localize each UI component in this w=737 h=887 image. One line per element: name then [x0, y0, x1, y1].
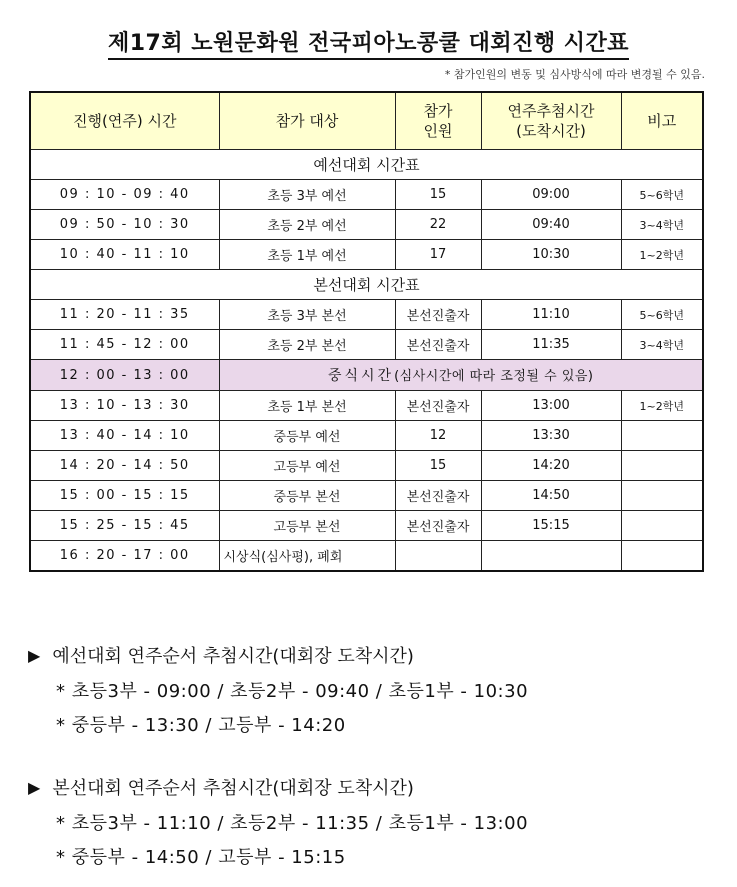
page-title: 제17회 노원문화원 전국피아노콩쿨 대회진행 시간표: [0, 26, 737, 57]
final-draw-line1: * 초등3부 - 11:10 / 초등2부 - 11:35 / 초등1부 - 13:00: [56, 813, 529, 834]
cell-target: 중등부 본선: [219, 481, 395, 511]
cell-draw: 11:10: [481, 300, 621, 330]
cell-remark: 5~6학년: [621, 180, 703, 210]
triangle-icon: ▶: [28, 645, 41, 665]
cell-target: 초등 3부 본선: [219, 300, 395, 330]
cell-count: 본선진출자: [395, 391, 481, 421]
header-target: 참가 대상: [219, 92, 395, 150]
prelim-section-title: 예선대회 시간표: [30, 150, 703, 180]
cell-target: 초등 1부 본선: [219, 391, 395, 421]
cell-time: 09 : 50 - 10 : 30: [30, 210, 219, 240]
cell-draw: 14:20: [481, 451, 621, 481]
final-rows-b: [30, 391, 703, 572]
table-row: [30, 180, 703, 210]
table-row: [30, 541, 703, 572]
cell-count: 12: [395, 421, 481, 451]
cell-target: 고등부 본선: [219, 511, 395, 541]
header-count: 참가 인원: [395, 92, 481, 150]
prelim-draw-line2: * 중등부 - 13:30 / 고등부 - 14:20: [56, 715, 346, 736]
cell-time: 14 : 20 - 14 : 50: [30, 451, 219, 481]
cell-remark: 1~2학년: [621, 240, 703, 270]
cell-target: 시상식(심사평), 폐회: [219, 541, 395, 572]
prelim-draw-line1: * 초등3부 - 09:00 / 초등2부 - 09:40 / 초등1부 - 10:30: [56, 681, 529, 702]
cell-target: 초등 2부 예선: [219, 210, 395, 240]
cell-remark: [621, 541, 703, 572]
cell-remark: [621, 451, 703, 481]
cell-time: 09 : 10 - 09 : 40: [30, 180, 219, 210]
cell-target: 중등부 예선: [219, 421, 395, 451]
prelim-rows: [30, 180, 703, 270]
schedule-table: [29, 91, 704, 572]
cell-draw: 09:40: [481, 210, 621, 240]
cell-remark: [621, 421, 703, 451]
cell-time: 16 : 20 - 17 : 00: [30, 541, 219, 572]
cell-remark: [621, 481, 703, 511]
cell-count: 본선진출자: [395, 330, 481, 360]
table-row: [30, 210, 703, 240]
cell-remark: 3~4학년: [621, 210, 703, 240]
header-time: 진행(연주) 시간: [30, 92, 219, 150]
change-note: * 참가인원의 변동 및 심사방식에 따라 변경될 수 있음.: [444, 68, 705, 81]
cell-draw: 14:50: [481, 481, 621, 511]
cell-count: 본선진출자: [395, 481, 481, 511]
cell-draw: 10:30: [481, 240, 621, 270]
cell-time: 11 : 20 - 11 : 35: [30, 300, 219, 330]
lunch-time: 12 : 00 - 13 : 00: [30, 360, 219, 391]
header-remark: 비고: [621, 92, 703, 150]
table-row: [30, 300, 703, 330]
cell-time: 15 : 00 - 15 : 15: [30, 481, 219, 511]
cell-target: 초등 3부 예선: [219, 180, 395, 210]
cell-count: 본선진출자: [395, 300, 481, 330]
cell-time: 15 : 25 - 15 : 45: [30, 511, 219, 541]
cell-draw: 13:30: [481, 421, 621, 451]
lunch-row: [30, 360, 703, 391]
final-draw-head: 본선대회 연주순서 추첨시간(대회장 도착시간): [52, 778, 414, 799]
cell-count: 22: [395, 210, 481, 240]
cell-target: 초등 2부 본선: [219, 330, 395, 360]
cell-count: 15: [395, 180, 481, 210]
table-row: [30, 391, 703, 421]
final-rows-a: [30, 300, 703, 360]
lunch-main: 중식시간: [327, 368, 395, 384]
table-row: [30, 330, 703, 360]
cell-remark: 5~6학년: [621, 300, 703, 330]
cell-remark: 3~4학년: [621, 330, 703, 360]
table-row: [30, 481, 703, 511]
prelim-draw-block: [28, 641, 528, 737]
cell-time: 10 : 40 - 11 : 10: [30, 240, 219, 270]
cell-count: 본선진출자: [395, 511, 481, 541]
prelim-section-row: [30, 150, 703, 180]
cell-time: 11 : 45 - 12 : 00: [30, 330, 219, 360]
cell-count: [395, 541, 481, 572]
final-section-row: [30, 270, 703, 300]
table-row: [30, 511, 703, 541]
cell-draw: 15:15: [481, 511, 621, 541]
final-section-title: 본선대회 시간표: [30, 270, 703, 300]
table-row: [30, 451, 703, 481]
cell-count: 17: [395, 240, 481, 270]
cell-draw: 11:35: [481, 330, 621, 360]
table-row: [30, 421, 703, 451]
table-row: [30, 240, 703, 270]
lunch-sub: (심사시간에 따라 조정될 수 있음): [394, 369, 594, 384]
cell-draw: 09:00: [481, 180, 621, 210]
lunch-label: [219, 360, 703, 391]
cell-time: 13 : 10 - 13 : 30: [30, 391, 219, 421]
cell-target: 고등부 예선: [219, 451, 395, 481]
cell-remark: [621, 511, 703, 541]
cell-target: 초등 1부 예선: [219, 240, 395, 270]
final-draw-line2: * 중등부 - 14:50 / 고등부 - 15:15: [56, 847, 346, 868]
header-draw: 연주추첨시간 (도착시간): [481, 92, 621, 150]
cell-time: 13 : 40 - 14 : 10: [30, 421, 219, 451]
cell-draw: [481, 541, 621, 572]
cell-remark: 1~2학년: [621, 391, 703, 421]
table-header: [30, 92, 703, 150]
final-draw-block: [28, 773, 528, 869]
cell-count: 15: [395, 451, 481, 481]
prelim-draw-head: 예선대회 연주순서 추첨시간(대회장 도착시간): [52, 646, 414, 667]
cell-draw: 13:00: [481, 391, 621, 421]
triangle-icon: ▶: [28, 777, 41, 797]
